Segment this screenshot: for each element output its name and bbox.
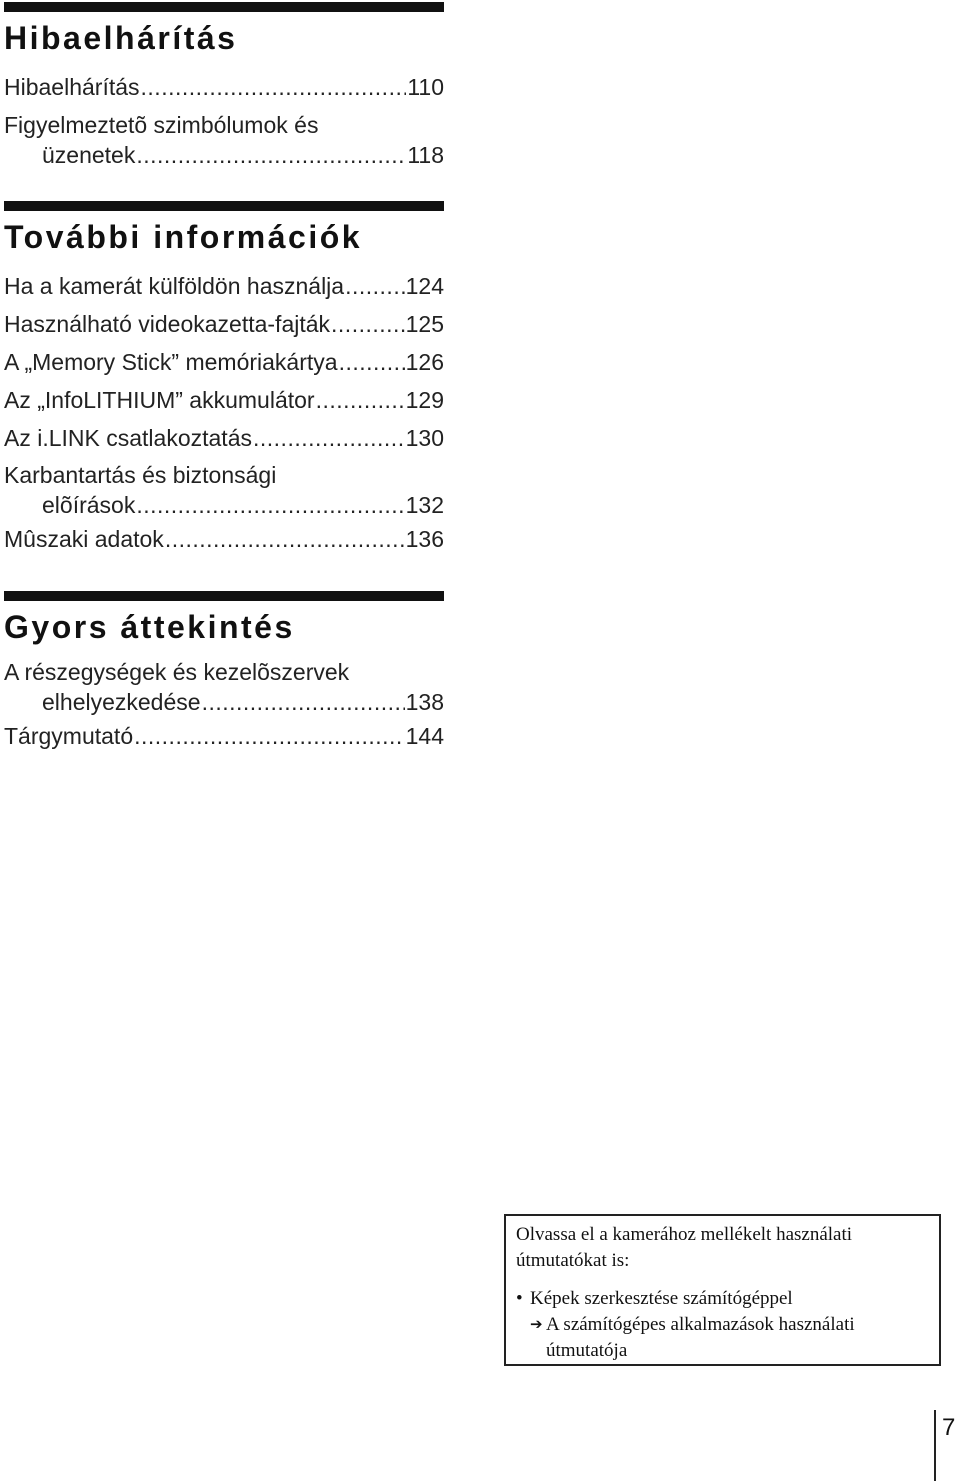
toc-entry-text: Az i.LINK csatlakoztatás bbox=[4, 425, 252, 451]
toc-entry-text: Ha a kamerát külföldön használja bbox=[4, 273, 345, 299]
section-rule bbox=[4, 201, 444, 211]
arrow-right-icon: ➔ bbox=[530, 1317, 543, 1333]
toc-page-number: 129 bbox=[405, 387, 444, 413]
leader-dots bbox=[316, 381, 405, 419]
toc-entry-text[interactable]: Karbantartás és biztonsági bbox=[4, 462, 277, 488]
toc-entry-text: elõírások bbox=[42, 492, 136, 518]
section-title: További információk bbox=[4, 219, 363, 255]
toc-page-number: 124 bbox=[405, 273, 444, 299]
toc-page-number: 110 bbox=[407, 74, 444, 100]
section-title: Gyors áttekintés bbox=[4, 609, 295, 645]
toc-page-number: 126 bbox=[405, 349, 444, 375]
toc-entry-text: A „Memory Stick” memóriakártya bbox=[4, 349, 338, 375]
section-rule bbox=[4, 591, 444, 601]
toc-entry[interactable] bbox=[4, 717, 444, 755]
related-manuals-note bbox=[504, 1214, 941, 1366]
note-intro-line: útmutatókat is: bbox=[516, 1250, 630, 1271]
toc-entry[interactable] bbox=[4, 140, 444, 170]
leader-dots bbox=[331, 305, 405, 343]
toc-page-number: 125 bbox=[405, 311, 444, 337]
note-intro-line: Olvassa el a kamerához mellékelt használati bbox=[516, 1224, 853, 1245]
note-reference bbox=[516, 1312, 929, 1338]
toc-entry[interactable] bbox=[4, 490, 444, 520]
toc-entry[interactable] bbox=[4, 520, 444, 558]
toc-entry-text: Tárgymutató bbox=[4, 723, 134, 749]
note-reference-text: útmutatója bbox=[546, 1340, 628, 1361]
toc-page-number: 138 bbox=[405, 689, 444, 715]
toc-entry[interactable] bbox=[4, 305, 444, 343]
toc-entry-text[interactable]: Figyelmeztetõ szimbólumok és bbox=[4, 112, 319, 138]
toc-page-number: 118 bbox=[407, 142, 444, 168]
leader-dots bbox=[136, 490, 404, 520]
leader-dots bbox=[202, 687, 405, 717]
toc-page-number: 130 bbox=[405, 425, 444, 451]
leader-dots bbox=[345, 267, 405, 305]
toc-page-number: 144 bbox=[405, 723, 444, 749]
leader-dots bbox=[134, 717, 405, 755]
page-number-rule bbox=[934, 1410, 936, 1481]
section-title: Hibaelhárítás bbox=[4, 20, 238, 56]
toc-entry-text: Használható videokazetta-fajták bbox=[4, 311, 331, 337]
leader-dots bbox=[253, 419, 405, 457]
toc-page-number: 136 bbox=[405, 526, 444, 552]
toc-entry[interactable] bbox=[4, 381, 444, 419]
toc-entry[interactable] bbox=[4, 343, 444, 381]
page-number: 7 bbox=[942, 1414, 956, 1441]
toc-section-more-info bbox=[4, 201, 444, 558]
toc-section-quick-overview bbox=[4, 591, 444, 755]
toc-entry[interactable] bbox=[4, 68, 444, 106]
toc-entry[interactable] bbox=[4, 687, 444, 717]
toc-page-number: 132 bbox=[405, 492, 444, 518]
leader-dots bbox=[165, 520, 405, 558]
leader-dots bbox=[141, 68, 407, 106]
toc-section-troubleshooting bbox=[4, 2, 444, 170]
note-bullet-text: Képek szerkesztése számítógéppel bbox=[530, 1288, 793, 1309]
toc-entry-text: elhelyezkedése bbox=[42, 689, 201, 715]
toc-entry-text: Mûszaki adatok bbox=[4, 526, 164, 552]
toc-entry[interactable] bbox=[4, 419, 444, 457]
toc-entry-text: Az „InfoLITHIUM” akkumulátor bbox=[4, 387, 315, 413]
leader-dots bbox=[339, 343, 405, 381]
toc-entry-text[interactable]: A részegységek és kezelõszervek bbox=[4, 659, 350, 685]
note-bullet-item bbox=[516, 1286, 929, 1312]
toc-entry-text: üzenetek bbox=[42, 142, 136, 168]
toc-entry-text: Hibaelhárítás bbox=[4, 74, 140, 100]
bullet-icon: • bbox=[516, 1288, 523, 1309]
leader-dots bbox=[136, 140, 406, 170]
note-reference-text: A számítógépes alkalmazások használati bbox=[546, 1314, 855, 1335]
toc-entry[interactable] bbox=[4, 267, 444, 305]
section-rule bbox=[4, 2, 444, 12]
